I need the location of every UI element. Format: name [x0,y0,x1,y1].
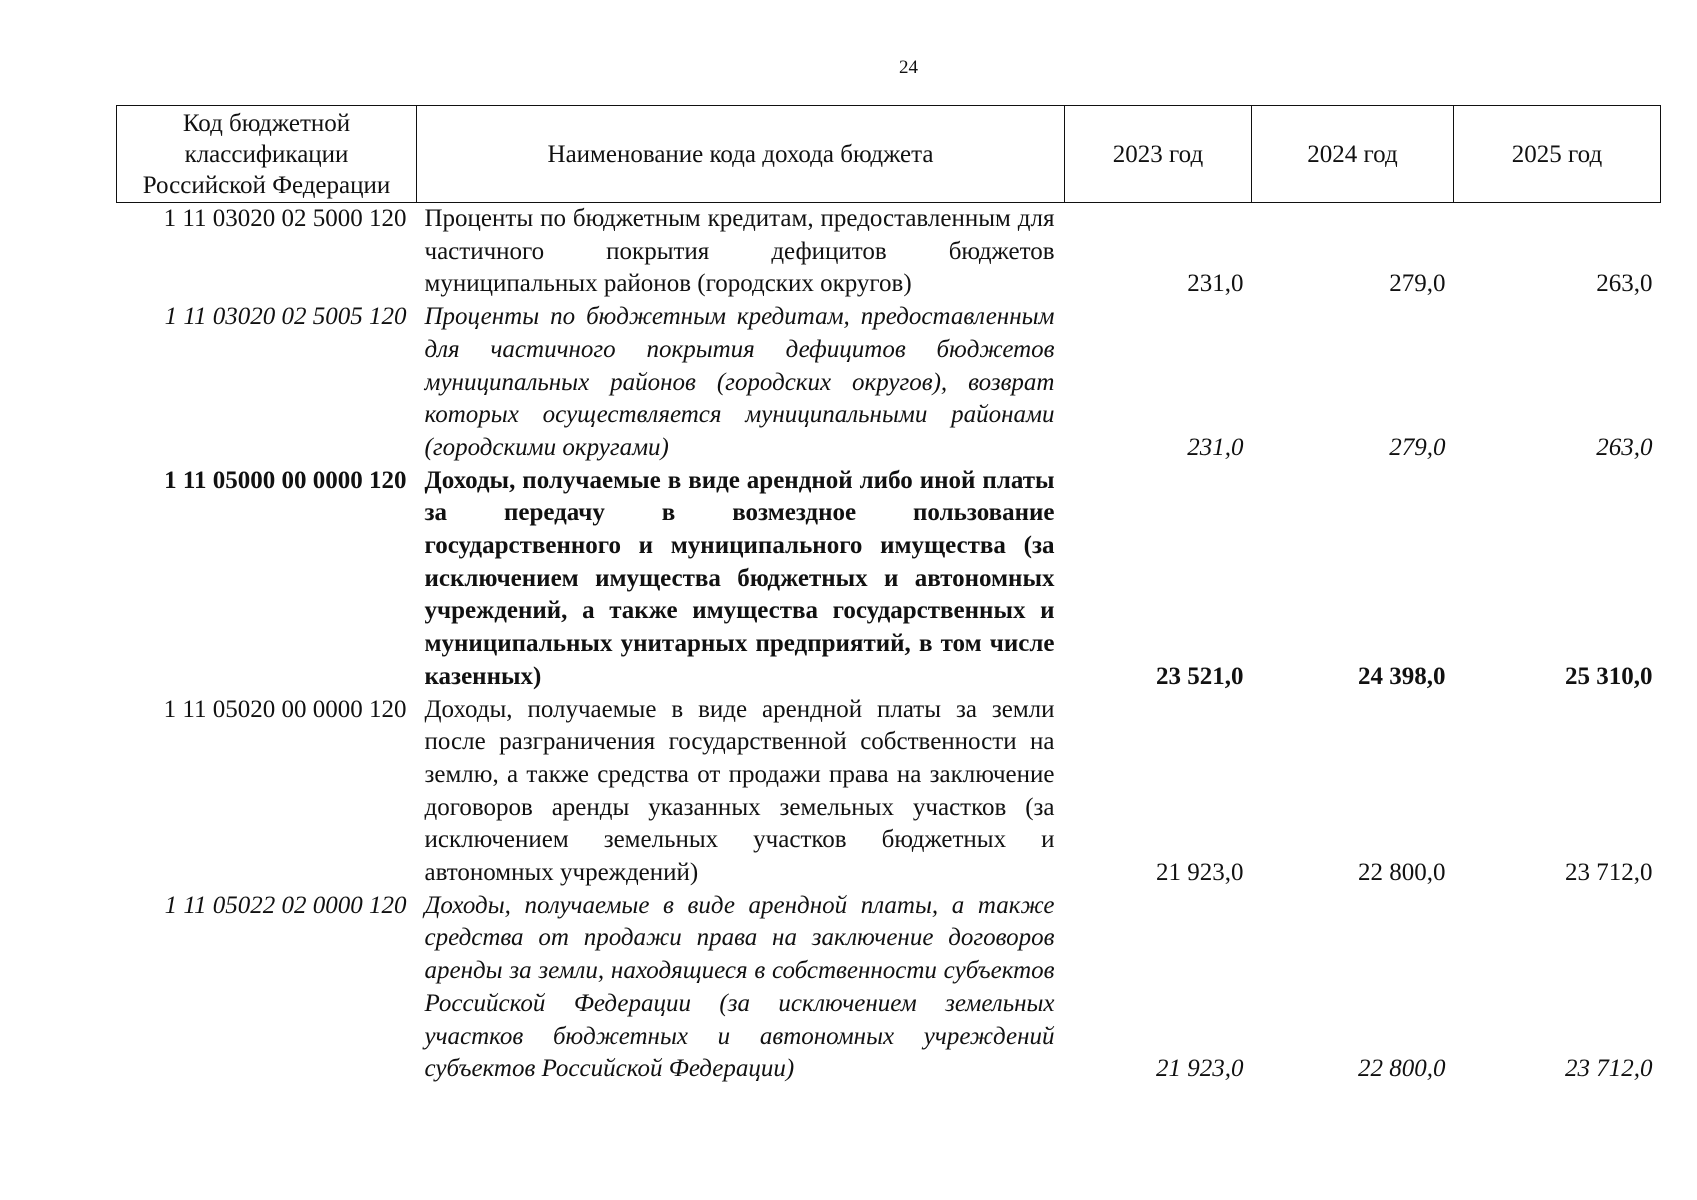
row-value-2023: 21 923,0 [1156,1055,1244,1083]
row-code: 1 11 05022 02 0000 120 [164,891,407,919]
page-number: 24 [899,57,918,78]
row-code: 1 11 05000 00 0000 120 [164,466,407,494]
row-value-2023: 23 521,0 [1156,662,1244,690]
row-code: 1 11 05020 00 0000 120 [163,695,407,723]
row-code: 1 11 03020 02 5005 120 [164,303,407,331]
row-value-2025: 25 310,0 [1565,662,1653,690]
row-name: Доходы, получаемые в виде арендной либо иной платы за передачу в возмездное пользование государственного и муниципального имущества (за исключением имущества бюджетных и автономных учреждений, а также имущества государственных и муниципальных унитарных предприятий, в том числе казенных) [424,466,1055,690]
header-2023: 2023 год [1065,106,1252,203]
header-code: Код бюджетной классификации Российской Федерации [117,106,417,203]
row-value-2024: 22 800,0 [1358,859,1446,887]
row-name: Проценты по бюджетным кредитам, предоставленным для частичного покрытия дефицитов бюджетов муниципальных районов (городских округов) [424,205,1055,298]
table-body [117,203,1661,1086]
table-row [117,203,1661,302]
table-header [117,106,1661,203]
table-row [117,301,1661,465]
table-row [117,694,1661,890]
row-name: Доходы, получаемые в виде арендной платы за земли после разграничения государственной собственности на землю, а также средства от продажи права на заключение договоров аренды указанных земельных участков (за исключением земельных участков бюджетных и автономных учреждений) [424,695,1055,887]
budget-revenue-table [116,105,1661,1086]
row-value-2024: 279,0 [1389,270,1446,298]
table-row [117,465,1661,694]
row-value-2025: 263,0 [1596,270,1653,298]
table-row [117,890,1661,1086]
row-value-2023: 231,0 [1187,270,1244,298]
header-name: Наименование кода дохода бюджета [417,106,1065,203]
row-value-2024: 279,0 [1389,433,1446,461]
row-value-2025: 23 712,0 [1565,859,1653,887]
row-value-2023: 21 923,0 [1156,859,1244,887]
row-value-2024: 22 800,0 [1358,1055,1446,1083]
row-value-2023: 231,0 [1187,433,1244,461]
row-value-2025: 263,0 [1596,433,1653,461]
row-value-2024: 24 398,0 [1358,662,1446,690]
header-2025: 2025 год [1454,106,1661,203]
header-row [117,106,1661,203]
row-name: Проценты по бюджетным кредитам, предоставленным для частичного покрытия дефицитов бюджетов муниципальных районов (городских округов), возврат которых осуществляется муниципальными районами (городскими округами) [424,303,1055,461]
header-2024: 2024 год [1252,106,1454,203]
row-code: 1 11 03020 02 5000 120 [163,205,407,232]
row-value-2025: 23 712,0 [1565,1055,1653,1083]
row-name: Доходы, получаемые в виде арендной платы, а также средства от продажи права на заключение договоров аренды за земли, находящиеся в собственности субъектов Российской Федерации (за исключением земельных участков бюджетных и автономных учреждений субъектов Российской Федерации) [424,891,1055,1083]
